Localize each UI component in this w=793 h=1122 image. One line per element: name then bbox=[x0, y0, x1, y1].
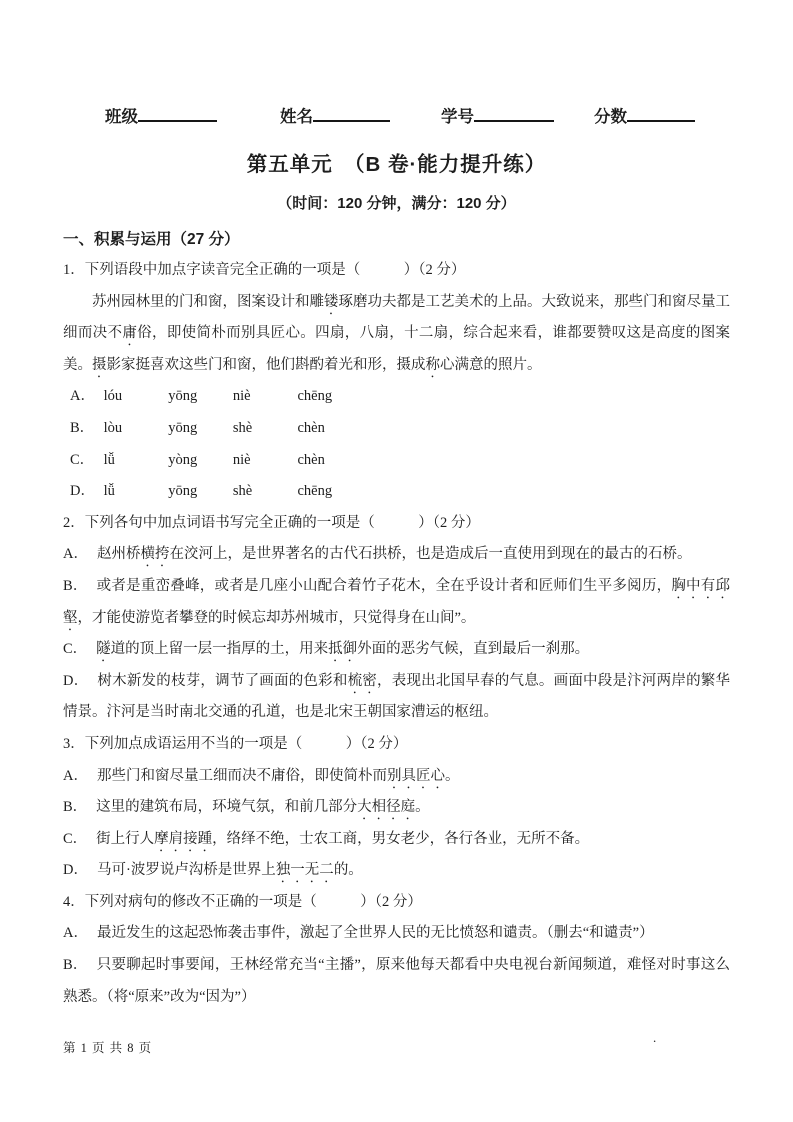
question-1-stem: 1．下列语段中加点字读音完全正确的一项是（ ）（2 分） bbox=[63, 262, 466, 278]
option-letter: D． bbox=[63, 672, 89, 689]
score-field bbox=[594, 103, 695, 127]
option-text: 街上行人摩肩接踵，络绎不绝，士农工商，男女老少，各行各业，无所不备。 bbox=[96, 830, 590, 847]
pinyin-item: yōng bbox=[168, 419, 198, 436]
score-blank-line bbox=[627, 106, 695, 122]
option-text: 最近发生的这起恐怖袭击事件，激起了全世界人民的无比愤怒和谴责。（删去“和谴责”） bbox=[96, 925, 654, 942]
pinyin-item: lóu bbox=[103, 388, 123, 405]
question-1-option-d bbox=[63, 476, 730, 508]
student-id-field bbox=[441, 103, 554, 127]
option-letter: B． bbox=[63, 957, 88, 974]
question-2-option-a bbox=[63, 539, 730, 571]
page-number: 第 1 页 共 8 页 bbox=[63, 1041, 153, 1055]
question-2-option-b bbox=[63, 571, 730, 634]
option-letter: D． bbox=[63, 862, 88, 879]
pinyin-item: yōng bbox=[168, 388, 198, 405]
option-letter: B． bbox=[63, 799, 88, 816]
class-blank-line bbox=[138, 106, 217, 122]
question-4-option-b bbox=[63, 950, 730, 1013]
option-text: 那些门和窗尽量工细而决不庸俗，即使简朴而别具匠心。 bbox=[96, 767, 460, 784]
student-id-label: 学号 bbox=[441, 108, 474, 126]
question-2-option-d bbox=[63, 666, 730, 729]
student-info-row bbox=[105, 0, 730, 127]
pinyin-item: shè bbox=[232, 483, 253, 500]
option-letter: A． bbox=[63, 767, 88, 784]
question-3-option-d bbox=[63, 855, 730, 887]
question-1-option-b bbox=[63, 413, 730, 445]
pinyin-item: chēng bbox=[297, 388, 333, 405]
question-1-option-a bbox=[63, 381, 730, 413]
student-id-blank-line bbox=[474, 106, 554, 122]
question-2-stem: 2．下列各句中加点词语书写完全正确的一项是（ ）（2 分） bbox=[63, 514, 480, 531]
question-3-option-b bbox=[63, 792, 730, 824]
pinyin-item: chēng bbox=[297, 483, 333, 500]
page-title: 第五单元 （B 卷·能力提升练） bbox=[246, 153, 547, 176]
option-text: 树木新发的枝芽，调节了画面的色彩和梳密，表现出北国早春的气息。画面中段是汴河两岸的繁华情景。汴河是当时南北交通的孔道，也是北宋王朝国家漕运的枢纽。 bbox=[63, 672, 731, 721]
exam-time-score-note: （时间：120 分钟，满分：120 分） bbox=[277, 195, 516, 212]
option-text: 或者是重峦叠峰，或者是几座小山配合着竹子花木，全在乎设计者和匠师们生平多阅历，胸中有邱壑，才能使游览者攀登的时候忘却苏州城市，只觉得身在山间”。 bbox=[63, 577, 731, 626]
pinyin-item: yòng bbox=[168, 451, 198, 468]
question-4-stem: 4．下列对病句的修改不正确的一项是（ ）（2 分） bbox=[63, 893, 422, 910]
option-text: 这里的建筑布局，环境气氛，和前几部分大相径庭。 bbox=[96, 799, 430, 816]
name-field bbox=[280, 103, 390, 127]
pinyin-item: niè bbox=[232, 388, 251, 405]
pinyin-item: yōng bbox=[168, 483, 198, 500]
name-label: 姓名 bbox=[280, 108, 313, 126]
score-label: 分数 bbox=[594, 108, 627, 126]
option-letter: B． bbox=[63, 577, 88, 594]
pinyin-item: niè bbox=[232, 451, 251, 468]
option-letter: A． bbox=[63, 925, 88, 942]
stray-scan-mark: . bbox=[653, 1030, 657, 1045]
option-text: 赵州桥横挎在洨河上，是世界著名的古代石拱桥，也是造成后一直使用到现在的最古的石桥。 bbox=[96, 546, 692, 563]
pinyin-item: chèn bbox=[297, 419, 325, 436]
question-1-option-c bbox=[63, 445, 730, 477]
pinyin-item: chèn bbox=[297, 451, 325, 468]
pinyin-item: lòu bbox=[103, 419, 123, 436]
option-letter: C． bbox=[63, 641, 88, 658]
name-blank-line bbox=[313, 106, 390, 122]
option-letter: C． bbox=[63, 830, 88, 847]
option-letter: A． bbox=[63, 546, 88, 563]
option-letter: A． bbox=[70, 388, 95, 405]
question-2-option-c bbox=[63, 634, 730, 666]
pinyin-item: lǚ bbox=[103, 451, 115, 468]
question-3-stem: 3．下列加点成语运用不当的一项是（ ）（2 分） bbox=[63, 735, 408, 752]
option-text: 马可·波罗说卢沟桥是世界上独一无二的。 bbox=[96, 862, 363, 879]
option-text: 隧道的顶上留一层一指厚的土，用来抵御外面的恶劣气候，直到最后一刹那。 bbox=[96, 641, 590, 658]
option-letter: C． bbox=[70, 451, 95, 468]
option-letter: D． bbox=[70, 483, 95, 500]
pinyin-item: shè bbox=[232, 419, 253, 436]
pinyin-item: lǚ bbox=[103, 483, 115, 500]
question-4-option-a bbox=[63, 918, 730, 950]
class-label: 班级 bbox=[105, 108, 138, 126]
section-heading: 一、积累与运用（27 分） bbox=[63, 231, 240, 248]
option-letter: B． bbox=[70, 419, 95, 436]
class-field bbox=[105, 103, 217, 127]
question-3-option-a bbox=[63, 761, 730, 793]
option-text: 只要聊起时事要闻，王林经常充当“主播”，原来他每天都看中央电视台新闻频道，难怪对时事这么熟悉。（将“原来”改为“因为”） bbox=[63, 957, 730, 1005]
question-1-passage: 苏州园林里的门和窗，图案设计和雕镂琢磨功夫都是工艺美术的上品。大致说来，那些门和窗尽量工细而决不庸俗，即使简朴而别具匠心。四扇，八扇，十二扇，综合起来看，谁都要赞叹这是高度的图案美。摄影家挺喜欢这些门和窗，他们斟酌着光和形，摄成称心满意的照片。 bbox=[63, 293, 731, 373]
question-3-option-c bbox=[63, 824, 730, 856]
